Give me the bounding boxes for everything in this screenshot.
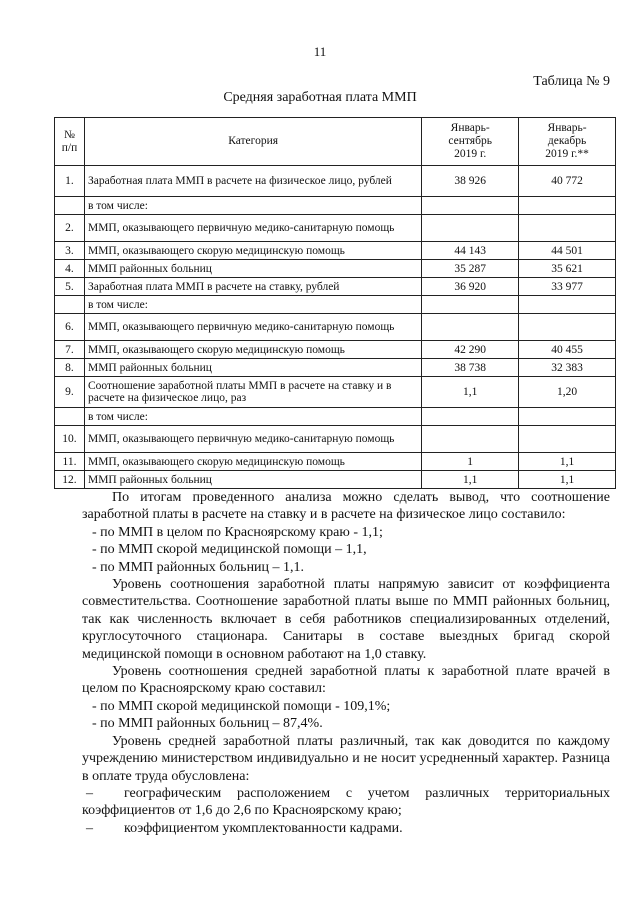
row-value-1: 38 738 (422, 359, 519, 377)
list-item: - по ММП скорой медицинской помощи – 1,1, (92, 542, 367, 558)
table-row (55, 377, 616, 408)
row-value-2: 1,1 (519, 471, 616, 489)
header-category: Категория (84, 118, 421, 166)
row-num (55, 408, 85, 426)
paragraph: По итогам проведенного анализа можно сделать вывод, что соотношение заработной платы в расчете на ставку и в расчете на физическое лицо составило: (82, 490, 610, 523)
dash-item (82, 820, 610, 837)
row-num: 1. (55, 166, 85, 197)
table-title: Средняя заработная плата ММП (223, 90, 417, 105)
body-text (82, 489, 610, 837)
paragraph: Уровень соотношения средней заработной платы к заработной плате врачей в целом по Красноярскому краю составил: (82, 664, 610, 697)
list-item: - по ММП районных больниц – 87,4%. (92, 716, 323, 732)
page-number: 11 (313, 44, 327, 59)
table-row (55, 359, 616, 377)
row-num: 12. (55, 471, 85, 489)
row-num: 3. (55, 242, 85, 260)
salary-table (54, 117, 616, 489)
row-value-1: 36 920 (422, 278, 519, 296)
row-value-1 (422, 296, 519, 314)
dash-item-text: географическим расположением с учетом различных территориальных коэффициентов от 1,6 до 2,6 по Красноярскому краю; (82, 785, 610, 819)
row-value-2 (519, 215, 616, 242)
row-value-2: 1,1 (519, 453, 616, 471)
table-row (55, 215, 616, 242)
row-num: 9. (55, 377, 85, 408)
row-value-2 (519, 314, 616, 341)
row-value-2 (519, 197, 616, 215)
table-row (55, 471, 616, 489)
row-value-2: 35 621 (519, 260, 616, 278)
row-category: ММП, оказывающего первичную медико-санитарную помощь (84, 314, 421, 341)
row-value-2: 33 977 (519, 278, 616, 296)
table-row (55, 260, 616, 278)
row-value-2: 44 501 (519, 242, 616, 260)
table-row (55, 341, 616, 359)
table-row (55, 314, 616, 341)
row-num (55, 197, 85, 215)
table-row (55, 296, 616, 314)
row-category: ММП, оказывающего скорую медицинскую помощь (84, 341, 421, 359)
row-category: в том числе: (84, 296, 421, 314)
row-value-1: 1,1 (422, 471, 519, 489)
row-value-1: 35 287 (422, 260, 519, 278)
list-item: - по ММП скорой медицинской помощи - 109,1%; (92, 698, 391, 714)
row-value-1 (422, 426, 519, 453)
paragraph: Уровень соотношения заработной платы напрямую зависит от коэффициента совместительства. Соотношение заработной платы выше по ММП районных больниц, так как численность включает в себя работников специализированных отделений, круглосуточного стационара. Санитары в составе выездных бригад скорой медицинской помощи в основном работают на 1,0 ставку. (82, 577, 610, 662)
header-col2: Январь- декабрь 2019 г.** (519, 118, 616, 166)
row-value-2 (519, 408, 616, 426)
table-row (55, 242, 616, 260)
list-item: - по ММП районных больниц – 1,1. (92, 559, 305, 575)
row-value-1 (422, 408, 519, 426)
row-category: ММП, оказывающего первичную медико-санитарную помощь (84, 215, 421, 242)
row-value-2 (519, 296, 616, 314)
row-category: Заработная плата ММП в расчете на физическое лицо, рублей (84, 166, 421, 197)
row-num: 11. (55, 453, 85, 471)
row-num: 6. (55, 314, 85, 341)
row-category: в том числе: (84, 408, 421, 426)
table-row (55, 426, 616, 453)
row-num: 5. (55, 278, 85, 296)
table-row (55, 166, 616, 197)
header-num: № п/п (55, 118, 85, 166)
table-header-row (55, 118, 616, 166)
header-col1: Январь- сентябрь 2019 г. (422, 118, 519, 166)
dash-marker: – (86, 785, 93, 801)
dash-marker: – (86, 820, 93, 836)
table-row (55, 453, 616, 471)
row-value-2: 32 383 (519, 359, 616, 377)
row-value-1: 44 143 (422, 242, 519, 260)
row-category: ММП, оказывающего скорую медицинскую помощь (84, 242, 421, 260)
row-value-2: 1,20 (519, 377, 616, 408)
row-category: Заработная плата ММП в расчете на ставку, рублей (84, 278, 421, 296)
row-num: 4. (55, 260, 85, 278)
row-category: в том числе: (84, 197, 421, 215)
row-value-1: 42 290 (422, 341, 519, 359)
row-category: ММП, оказывающего первичную медико-санитарную помощь (84, 426, 421, 453)
row-num: 8. (55, 359, 85, 377)
row-value-2: 40 772 (519, 166, 616, 197)
row-num (55, 296, 85, 314)
table-row (55, 408, 616, 426)
row-category: ММП районных больниц (84, 260, 421, 278)
row-value-1 (422, 197, 519, 215)
row-value-1: 38 926 (422, 166, 519, 197)
row-value-1: 1 (422, 453, 519, 471)
row-num: 2. (55, 215, 85, 242)
table-row (55, 278, 616, 296)
row-value-2: 40 455 (519, 341, 616, 359)
row-num: 7. (55, 341, 85, 359)
row-value-1: 1,1 (422, 377, 519, 408)
table-row (55, 197, 616, 215)
dash-item-text: коэффициентом укомплектованности кадрами. (124, 820, 403, 836)
row-category: Соотношение заработной платы ММП в расчете на ставку и в расчете на физическое лицо, раз (84, 377, 421, 408)
row-num: 10. (55, 426, 85, 453)
row-category: ММП, оказывающего скорую медицинскую помощь (84, 453, 421, 471)
table-label: Таблица № 9 (533, 74, 610, 89)
row-category: ММП районных больниц (84, 359, 421, 377)
row-value-1 (422, 215, 519, 242)
row-category: ММП районных больниц (84, 471, 421, 489)
paragraph: Уровень средней заработной платы различный, так как доводится по каждому учреждению министерством индивидуально и не носит усредненный характер. Разница в оплате труда обусловлена: (82, 733, 610, 784)
dash-item (82, 785, 610, 820)
list-item: - по ММП в целом по Красноярскому краю - 1,1; (92, 524, 383, 540)
row-value-2 (519, 426, 616, 453)
row-value-1 (422, 314, 519, 341)
